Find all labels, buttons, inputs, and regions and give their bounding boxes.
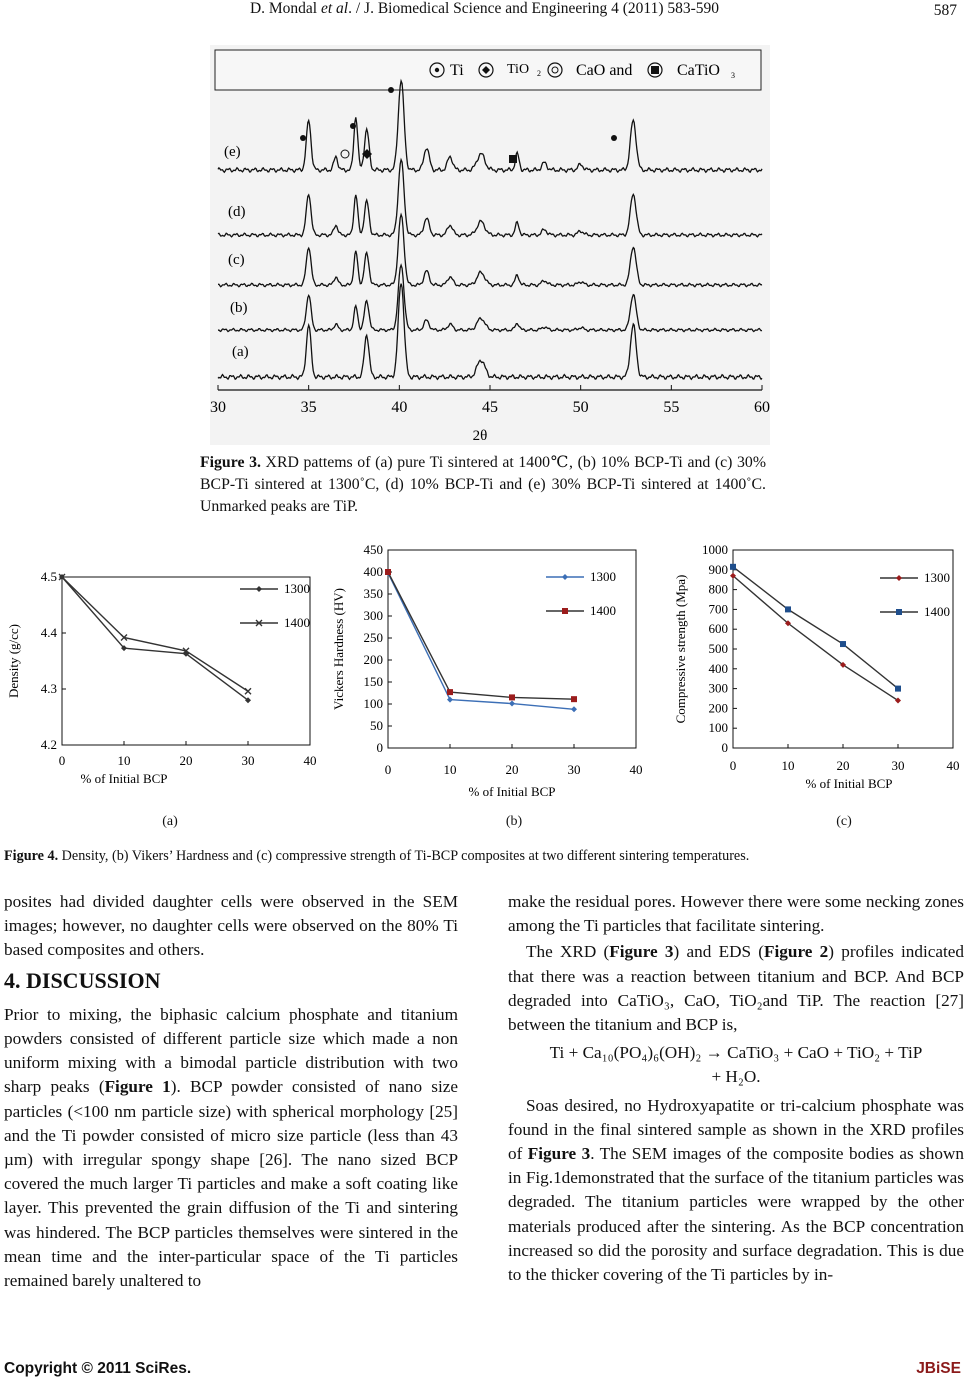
figure3-tick-label: 50 [572,399,589,416]
left-column [4,890,458,1293]
series-line [62,577,248,691]
data-point [447,689,453,695]
y-tick-label: 200 [363,652,383,667]
figure-ref[interactable]: Figure 3 [609,942,674,962]
y-axis-label: Density (g/cc) [6,623,21,699]
y-tick-label: 400 [363,564,383,579]
x-tick-label: 30 [241,753,255,768]
data-point [840,641,846,647]
figure4b-sublabel: (b) [505,814,523,829]
y-tick-label: 100 [363,696,383,711]
x-tick-label: 30 [567,762,581,777]
legend-tio2-sub: 2 [537,69,541,78]
text-run: ) and EDS ( [673,942,765,962]
text-run: . The SEM images of the composite bodies as shown in Fig.1demonstrated that the surface of the titanium particles was degraded. The titanium particles were wrapped by the other materials produced after the sintering. As the BCP concentration increased so did the porosity and surface degradation. This is due to the thicker covering of the Ti particles by in- [508,1144,964,1285]
x-tick-label: 10 [117,753,131,768]
figure4-caption [4,845,964,867]
y-axis-label: Vickers Hardness (HV) [331,588,346,710]
y-tick-label: 400 [708,660,728,676]
legend-catio3-label: CaTiO [677,62,720,79]
y-tick-label: 0 [721,740,728,755]
y-tick-label: 600 [708,621,728,637]
paragraph [508,1094,964,1288]
legend-tio2-label: TiO [507,62,530,77]
plot-frame [733,550,953,748]
legend-label: 1400 [590,603,616,618]
figure3-xrd-plot [210,45,770,445]
series-line [388,573,574,709]
x-tick-label: 20 [505,762,519,777]
text-run: Soas desired, no Hydroxyapatite or tri-calcium phosphate was found in the final sintered sample as shown in the XRD profiles of [508,1095,964,1164]
figure-ref[interactable]: Figure 1 [104,1077,171,1097]
legend-marker [562,574,568,580]
y-tick-label: 4.2 [40,737,57,752]
legend-label: 1300 [590,569,616,584]
y-tick-label: 250 [363,630,383,645]
header-authors: D. Mondal [249,0,321,17]
data-point [509,694,515,700]
text-run: Prior to mixing, the biphasic calcium phosphate and titanium powders consisted of different particle size which made a non uniform mixing with a bimodal particle distribution with two sharp peaks ( [4,1004,458,1097]
x-tick-label: 40 [946,758,960,773]
figure3-tick-label: 30 [210,399,226,416]
y-tick-label: 300 [708,680,728,696]
data-point [385,569,391,575]
text-run: ). BCP powder consisted of nano size particles (<100 nm particle size) with spherical morphology [25] and the Ti powder consisted of micro size particle (less than 43 µm) with irregular spongy shape [26]. The nano sized BCP covered the much larger Ti particles and make a soft coating like layer. This prevented the grain diffusion of the Ti and sintering was hindered. The BCP particles themselves were sintered in the mean time and the inter-particular space of the Ti particles remained barely unaltered to [4,1077,458,1291]
legend-marker [896,575,902,581]
y-tick-label: 300 [363,608,383,623]
figure4a-sublabel: (a) [162,814,178,829]
legend-marker [256,586,262,592]
data-point [730,564,736,570]
x-tick-label: 0 [729,758,737,773]
plot-frame [62,577,310,745]
figure-ref[interactable]: Figure 3 [527,1144,591,1164]
ti-marker [611,135,617,141]
ti-legend-icon [435,68,439,72]
header-et-al: et al [321,0,349,17]
legend-label: 1300 [924,570,950,585]
paragraph: posites had divided daughter cells were observed in the SEM images; however, no daughter cells were observed on the 80% Ti based composites and others. [4,892,458,960]
copyright: Copyright © 2011 SciRes. [4,1360,192,1377]
x-axis-label: % of Initial BCP [805,776,893,791]
figure3-x-label: 2θ [472,428,488,444]
y-tick-label: 150 [363,674,383,689]
series-line [733,567,898,689]
x-tick-label: 30 [891,758,905,773]
x-axis-label: % of Initial BCP [80,771,168,786]
paragraph: make the residual pores. However there were some necking zones among the Ti particles that facilitate sintering. [508,892,964,936]
page-header [0,0,969,30]
legend-ti-label: Ti [450,62,464,79]
figure4-caption-text: Density, (b) Vikers’ Hardness and (c) compressive strength of Ti-BCP composites at two different sintering temperatures. [58,848,750,864]
y-tick-label: 50 [370,718,383,733]
legend-label: 1400 [284,615,310,630]
data-point [785,606,791,612]
legend-marker [562,608,568,614]
x-tick-label: 40 [303,753,317,768]
x-tick-label: 20 [836,758,850,773]
figure3-tick-label: 35 [300,399,317,416]
series-line [62,577,248,700]
data-point [245,688,251,694]
y-tick-label: 500 [708,641,728,656]
figure4b-hardness-chart [330,540,650,805]
ti-marker [388,87,394,93]
x-tick-label: 0 [384,762,392,777]
figure3-caption-label: Figure 3. [200,454,261,471]
legend-label: 1300 [284,581,310,596]
trace-label-d: (d) [228,204,246,220]
figure4c-compressive-chart [665,540,965,800]
catio3-marker [509,155,517,163]
trace-label-b: (b) [230,300,248,316]
text-run: ) profiles indicated that there was a reaction between titanium and BCP. And BCP degraded into CaTiO₃, CaO, TiO₂and TiP. The reaction [27] between the titanium and BCP is, [508,942,965,1035]
y-tick-label: 1000 [702,542,728,557]
ti-marker [350,123,356,129]
figure4-caption-label: Figure 4. [4,848,59,864]
figure4c-sublabel: (c) [836,814,852,829]
y-tick-label: 450 [363,542,383,557]
figure3-tick-label: 55 [663,399,680,416]
figure-ref[interactable]: Figure 2 [764,942,829,962]
data-point [447,697,453,703]
y-tick-label: 800 [708,581,728,597]
legend-cao-label: CaO and [576,62,633,79]
right-column [508,890,964,1287]
figure3-caption-text: XRD pattems of (a) pure Ti sintered at 1400℃, (b) 10% BCP-Ti and (c) 30% BCP-Ti sintered at 1300˚C, (d) 10% BCP-Ti and (e) 30% BCP-Ti sintered at 1400˚C. Unmarked peaks are TiP. [200,454,766,515]
y-tick-label: 700 [708,601,728,617]
journal-abbrev: JBiSE [916,1360,961,1377]
page-number: 587 [933,2,957,19]
x-tick-label: 10 [781,758,795,773]
y-tick-label: 4.3 [40,681,57,696]
paragraph [508,940,964,1037]
x-axis-label: % of Initial BCP [468,784,556,799]
ti-marker [300,135,306,141]
series-line [733,576,898,701]
x-tick-label: 10 [443,762,457,777]
reaction-equation-cont: + H₂O. [711,1067,761,1087]
y-tick-label: 100 [708,720,728,736]
figure4a-density-chart [0,540,320,800]
text-run: The XRD ( [526,942,610,962]
legend-marker [896,609,902,615]
y-tick-label: 900 [708,561,728,577]
catio3-legend-icon [651,66,659,74]
y-tick-label: 350 [363,586,383,601]
y-tick-label: 200 [708,700,728,716]
reaction-equation: Ti + Ca₁₀(PO₄)₆(OH)₂ → CaTiO₃ + CaO + TiO₂ + TiP [549,1043,923,1063]
data-point [571,696,577,702]
trace-label-e: (e) [224,144,241,160]
x-tick-label: 20 [179,753,193,768]
legend-label: 1400 [924,604,950,619]
y-tick-label: 4.5 [40,569,57,584]
y-tick-label: 0 [376,740,383,755]
trace-label-a: (a) [232,344,249,360]
section-heading: 4. DISCUSSION [4,967,161,993]
x-tick-label: 0 [58,753,66,768]
running-title [0,0,969,18]
legend-catio3-sub: 3 [731,71,735,80]
figure3-caption [200,452,766,518]
y-tick-label: 4.4 [40,625,57,640]
figure3-tick-label: 60 [754,399,770,416]
data-point [895,686,901,692]
figure3-tick-label: 40 [391,399,408,416]
figure3-tick-label: 45 [482,399,498,416]
series-line [388,572,574,699]
data-point [571,706,577,712]
page-footer [0,1358,969,1382]
data-point [509,701,515,707]
x-tick-label: 40 [629,762,643,777]
trace-label-c: (c) [228,252,245,268]
paragraph [4,1003,458,1293]
header-citation: . / J. Biomedical Science and Engineering 4 (2011) 583-590 [348,0,720,17]
y-axis-label: Compressive strength (Mpa) [673,574,688,724]
